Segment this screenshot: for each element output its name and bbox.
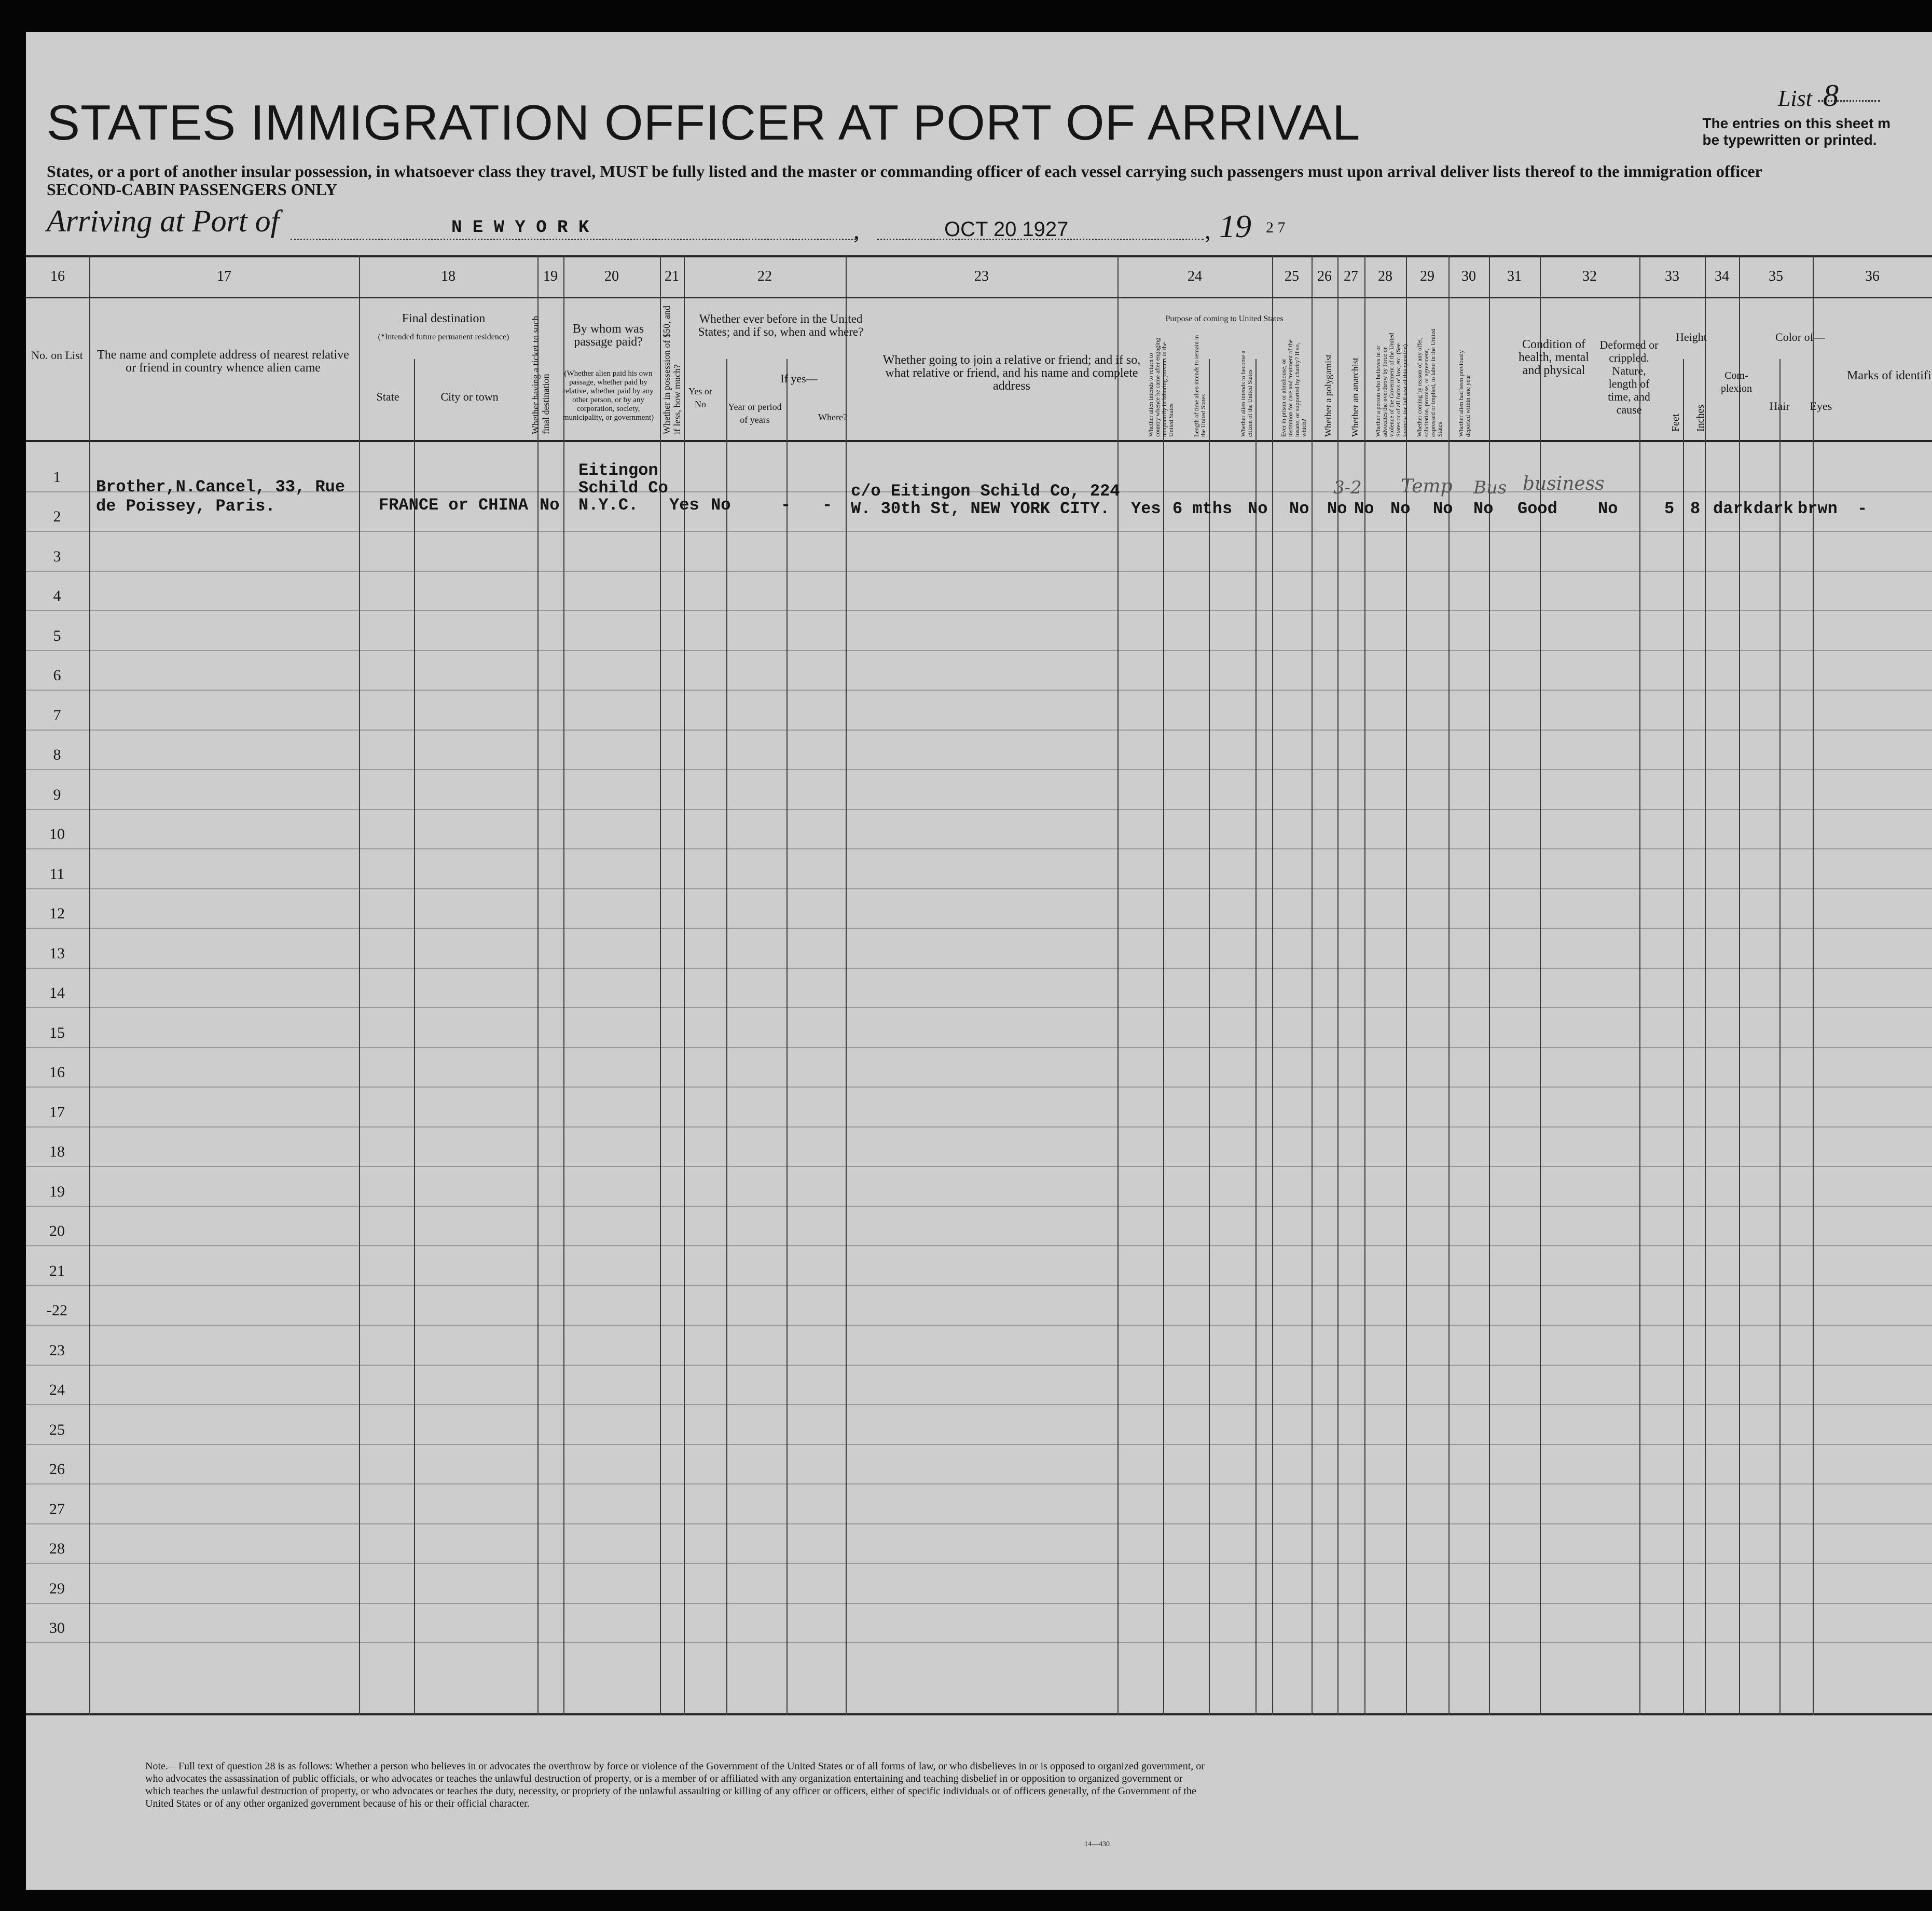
entry1-inches: 8 [1690, 499, 1701, 518]
header-final-destination-note: (*Intended future permanent residence) [378, 333, 509, 341]
header-passage-note: (Whether alien paid his own passage, whether paid by relative, whether paid by any other person, or by any corporation, society, municipality, or government) [562, 369, 654, 422]
column-line [1683, 359, 1684, 1715]
entry1-labor-offer: No [1433, 499, 1453, 518]
header-relative: The name and complete address of nearest relative or friend in country whence alien came [97, 348, 349, 375]
entry1-deformed: No [1598, 499, 1618, 518]
entry1-hair: dark [1754, 499, 1793, 518]
row-line [26, 1444, 1932, 1445]
column-line [359, 255, 360, 1715]
header-polygamist: Whether a polygamist [1323, 354, 1333, 437]
entry1-relative-line1: Brother,N.Cancel, 33, Rue [96, 477, 346, 497]
row-line [26, 1007, 1932, 1008]
column-line [1163, 359, 1164, 1715]
header-color-of: Color of— [1775, 331, 1825, 343]
column-line [660, 255, 661, 1715]
row-line [26, 928, 1932, 929]
row-number: 13 [49, 944, 65, 962]
column-number: 35 [1769, 268, 1783, 284]
column-number: 18 [441, 268, 456, 284]
hand-note-business: business [1523, 473, 1605, 494]
column-line [1779, 359, 1781, 1715]
column-number: 25 [1285, 268, 1299, 284]
column-number: 26 [1317, 268, 1332, 284]
row-number: 24 [49, 1381, 65, 1398]
entry1-complexion: dark [1713, 499, 1753, 518]
row-line [26, 1483, 1932, 1484]
date-stamp: OCT 20 1927 [944, 218, 1069, 241]
row-number: 27 [49, 1500, 65, 1518]
column-number: 31 [1507, 268, 1522, 284]
row-number: 20 [49, 1222, 65, 1240]
header-deformed: Deformed or crippled. Nature, length of time, and cause [1599, 338, 1659, 416]
header-inches: Inches [1695, 404, 1706, 432]
column-number: 30 [1461, 268, 1476, 284]
row-line [26, 968, 1932, 969]
row-line [26, 769, 1932, 770]
row-number: 6 [53, 667, 61, 684]
entry1-prison: No [1289, 499, 1309, 518]
entry1-paid-by-3: N.Y.C. [578, 496, 639, 515]
column-line [1117, 255, 1119, 1715]
column-line [786, 359, 788, 1715]
row-number: 26 [49, 1461, 65, 1478]
header-year-period: Year or period of years [728, 402, 782, 425]
row-line [26, 1047, 1932, 1048]
row-line [26, 848, 1932, 849]
header-no-on-list: No. on List [31, 349, 83, 362]
row-number: 2 [53, 508, 61, 525]
row-line [26, 1285, 1932, 1286]
column-line [1813, 255, 1814, 1715]
comma-2: , [1205, 217, 1211, 244]
entry1-feet: 5 [1664, 499, 1675, 518]
row-number: 7 [53, 706, 61, 724]
arriving-label: Arriving at Port of [47, 204, 280, 238]
column-number: 17 [217, 268, 231, 284]
entry1-relative-line2: de Poissey, Paris. [96, 497, 275, 516]
column-number: 22 [757, 268, 772, 284]
entry1-destination: FRANCE or CHINA [379, 496, 529, 515]
row-line [26, 888, 1932, 889]
hand-note-3-2: 3-2 [1333, 477, 1362, 498]
table-bottom-rule [26, 1713, 1932, 1715]
form-number: 14—430 [1084, 1840, 1110, 1848]
column-number: 27 [1344, 268, 1358, 284]
header-city: City or town [440, 390, 499, 403]
header-money: Whether in possession of $50, and if less, how much? [661, 306, 682, 434]
header-citizen: Whether alien intends to become a citizen of the United States [1239, 350, 1253, 437]
column-number: 32 [1582, 268, 1597, 284]
column-line [726, 359, 727, 1715]
entry1-money: Yes [669, 496, 699, 515]
entry1-length: 6 mths [1172, 499, 1233, 518]
column-number: 16 [50, 268, 65, 284]
entry1-question-28: No [1390, 499, 1411, 518]
header-labor-offer: Whether coming by reason of any offer, solicitation, promise, or agreement, expressed or implied, to labor in the United States [1416, 328, 1443, 437]
column-number: 23 [974, 268, 989, 284]
instructions-line: States, or a port of another insular possession, in whatsoever class they travel, MUST be fully listed and the master or commanding officer of each vessel carrying such passengers must upon arrival deliver lists thereof to the immigration officer [47, 162, 1762, 181]
column-line [537, 255, 539, 1715]
row-line [26, 1523, 1932, 1524]
row-number: 4 [53, 587, 61, 604]
column-number: 28 [1378, 268, 1392, 284]
hand-note-temp: Temp [1401, 476, 1453, 497]
header-where: Where? [818, 412, 847, 422]
header-complexion: Com-plexion [1721, 370, 1752, 394]
column-number: 33 [1665, 268, 1679, 284]
row-line [26, 1126, 1932, 1128]
row-line [26, 1603, 1932, 1604]
header-deported: Whether alien had been previously deported within one year [1457, 350, 1471, 437]
row-number: 9 [53, 786, 61, 803]
entry1-return: Yes [1131, 499, 1161, 518]
row-line [26, 1325, 1932, 1326]
column-line [1312, 255, 1313, 1715]
entries-note [1702, 115, 1890, 148]
column-line [1209, 359, 1210, 1715]
header-return: Whether alien intends to return to country whence he came after engaging temporarily in laboring pursuits in the United States [1147, 338, 1175, 437]
column-number: 21 [665, 268, 679, 284]
entries-note-line1: The entries on this sheet m [1702, 115, 1890, 131]
header-eyes: Eyes [1810, 400, 1832, 413]
year-prefix: 19 [1219, 209, 1251, 244]
header-joining: Whether going to join a relative or friend; and if so, what relative or friend, and his name and complete address [882, 353, 1141, 393]
column-number: 36 [1865, 268, 1880, 284]
row-line [26, 1166, 1932, 1167]
column-line [1705, 255, 1706, 1715]
header-before-in-us: Whether ever before in the United States; and if so, when and where? [698, 312, 864, 338]
column-line [414, 359, 415, 1715]
row-number: 12 [49, 905, 65, 922]
header-question-28: Whether a person who believes in or advocates the overthrow by force or violence of the Government of the United States or of all forms of law, etc. (See footnote for full text of this question) [1374, 333, 1409, 437]
column-number: 19 [543, 268, 558, 284]
list-number: 8 [1823, 78, 1839, 113]
header-marks: Marks of identifi [1847, 369, 1931, 382]
row-line [26, 1365, 1932, 1366]
column-number: 24 [1188, 268, 1202, 284]
comma-1: , [853, 217, 860, 244]
header-final-destination: Final destination [402, 312, 486, 325]
row-number: 30 [49, 1619, 65, 1637]
row-number: 18 [49, 1143, 65, 1160]
manifest-sheet [26, 32, 1932, 1890]
entry1-health: Good [1517, 499, 1557, 518]
row-line [26, 1245, 1932, 1246]
header-height: Height [1676, 331, 1707, 343]
entry1-marks: - [1857, 499, 1868, 518]
entry1-joining-2: W. 30th St, NEW YORK CITY. [851, 499, 1110, 518]
header-length: Length of time alien intends to remain in the United States [1193, 335, 1207, 437]
column-line [1255, 359, 1257, 1715]
header-prison: Ever in prison or almshouse, or institution for care and treatment of the insane, or supported by charity? If so, which? [1280, 339, 1307, 437]
entries-note-line2: be typewritten or printed. [1702, 132, 1877, 148]
row-line [26, 1563, 1932, 1564]
row-number: 8 [53, 746, 61, 763]
entry1-ticket: No [540, 496, 560, 515]
column-line [1489, 255, 1490, 1715]
entry1-paid-by-2: Schild Co [578, 478, 668, 498]
year-suffix: 2 7 [1266, 219, 1286, 236]
column-line [1639, 255, 1640, 1715]
header-feet: Feet [1670, 414, 1681, 432]
row-line [26, 1642, 1932, 1643]
row-number: 1 [53, 468, 61, 486]
row-line [26, 809, 1932, 810]
entry1-joining-1: c/o Eitingon Schild Co, 224 [851, 482, 1120, 501]
row-line [26, 650, 1932, 651]
entry1-deported: No [1473, 499, 1494, 518]
footnote: Note.—Full text of question 28 is as follows: Whether a person who believes in or advocates the overthrow by force or violence of the Government of the United States or of all forms of law, or who disbelieves in or is opposed to organized government, or who advocates the assassination of public officials, or who advocates or teaches the unlawful destruction of property, or is a member of or affiliated with any organization entertaining and teaching disbelief in or opposition to organized government or which teaches the unlawful destruction of property, or who advocates or teaches the duty, necessity, or propriety of the unlawful assaulting or killing of any officer or officers, either of specific individuals or of officers generally, of the Government of the United States or of any other organized government because of his or their official character. [145, 1761, 1205, 1809]
row-number: 29 [49, 1579, 65, 1597]
list-label [1778, 78, 1896, 114]
class-line: SECOND-CABIN PASSENGERS ONLY [47, 180, 338, 199]
row-number: 14 [49, 984, 65, 1001]
row-line [26, 690, 1932, 691]
entry1-anarchist: No [1354, 499, 1374, 518]
column-number: 29 [1420, 268, 1434, 284]
header-passage-paid: By whom was passage paid? [572, 322, 644, 349]
header-health: Condition of health, mental and physical [1519, 338, 1589, 377]
port-dots [291, 239, 856, 240]
row-number: 16 [49, 1064, 65, 1081]
column-line [1337, 255, 1338, 1715]
header-bottom-rule [26, 440, 1932, 442]
table-top-rule [26, 255, 1932, 257]
colnum-rule [26, 297, 1932, 298]
page-title: STATES IMMIGRATION OFFICER AT PORT OF ARRIVAL [47, 95, 1361, 150]
hand-note-bus: Bus [1473, 477, 1507, 498]
column-number: 34 [1715, 268, 1729, 284]
row-number: 5 [53, 627, 61, 644]
entry1-where-dash: - [822, 496, 833, 515]
row-line [26, 610, 1932, 611]
row-line [26, 571, 1932, 572]
row-number: 11 [49, 865, 65, 883]
row-line [26, 1404, 1932, 1405]
column-line [846, 255, 847, 1715]
entry1-paid-by-1: Eitingon [578, 461, 658, 480]
entry1-eyes: brwn [1798, 499, 1838, 518]
entry1-year-dash: - [781, 496, 791, 515]
row-number: 10 [49, 826, 65, 843]
entry1-before-in-us: No [711, 496, 731, 515]
header-state: State [376, 390, 399, 403]
row-number: 3 [53, 547, 61, 565]
row-line [26, 1087, 1932, 1088]
header-ticket: Whether having a ticket to such final destination [530, 315, 551, 434]
row-number: 17 [49, 1103, 65, 1121]
port-value: N E W Y O R K [451, 218, 589, 238]
row-number: -22 [47, 1302, 67, 1319]
row-line [26, 1206, 1932, 1207]
list-label-text: List [1777, 86, 1812, 111]
header-hair: Hair [1769, 400, 1790, 413]
header-if-yes: If yes— [780, 372, 818, 385]
column-line [1272, 255, 1273, 1715]
row-number: 19 [49, 1183, 65, 1200]
row-number: 28 [49, 1540, 65, 1557]
header-yes-no: Yes or No [688, 386, 712, 409]
header-anarchist: Whether an anarchist [1350, 358, 1360, 437]
column-line [563, 255, 564, 1715]
row-number: 15 [49, 1024, 65, 1041]
column-line [684, 255, 685, 1715]
column-line [1739, 255, 1740, 1715]
header-purpose: Purpose of coming to United States [1165, 314, 1284, 323]
column-line [89, 255, 90, 1715]
entry1-citizen: No [1248, 499, 1268, 518]
row-number: 23 [49, 1341, 65, 1359]
entry1-polygamist: No [1327, 499, 1347, 518]
row-line [26, 730, 1932, 731]
row-number: 21 [49, 1262, 65, 1280]
row-number: 25 [49, 1421, 65, 1438]
column-line [1448, 255, 1450, 1715]
column-number: 20 [604, 268, 619, 284]
row-line [26, 531, 1932, 532]
column-line [1364, 255, 1365, 1715]
column-line [1406, 255, 1407, 1715]
